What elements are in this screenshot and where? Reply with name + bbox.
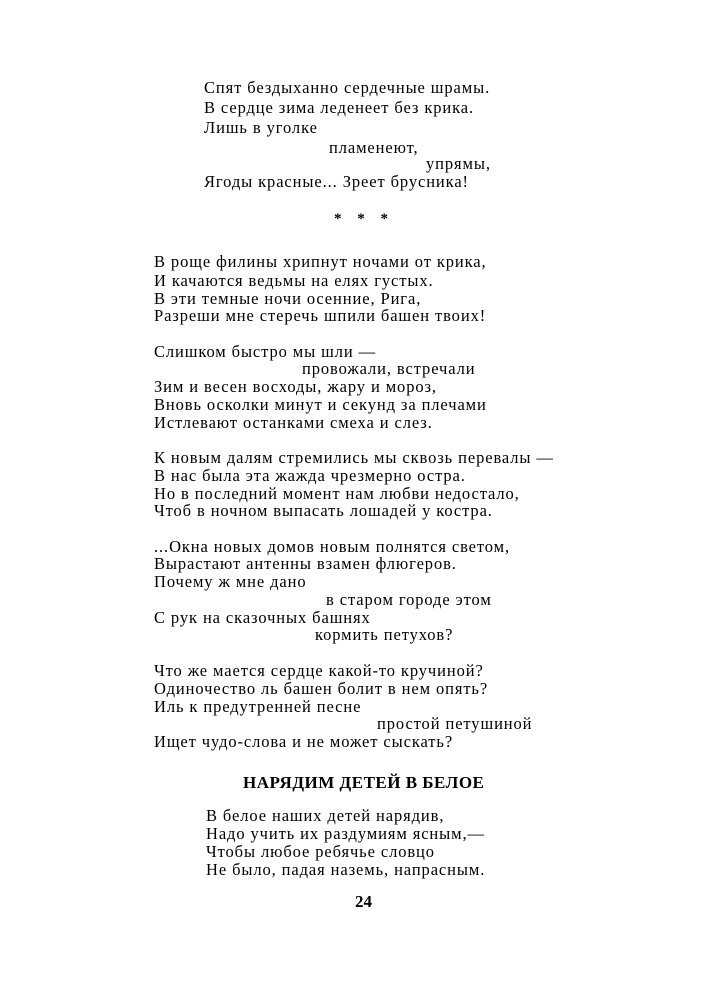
poem2-s2-line-4: Вновь осколки минут и секунд за плечами [154,395,487,414]
poem3-line-3: Чтобы любое ребячье словцо [206,842,435,861]
poem2-s5-line-3: Иль к предутренней песне [154,697,362,716]
poem2-s2-line-2: провожали, встречали [302,359,476,378]
poem2-s2-line-3: Зим и весен восходы, жару и мороз, [154,377,437,396]
poem2-s4-line-1: ...Окна новых домов новым полнятся светом, [154,537,510,556]
poem2-s3-line-3: Но в последний момент нам любви недостало, [154,484,520,503]
poem3-line-1: В белое наших детей нарядив, [206,806,445,825]
poem2-s1-line-2: И качаются ведьмы на елях густых. [154,271,434,290]
poem2-s4-line-4: в старом городе этом [326,590,492,609]
section-separator: * * * [334,211,394,227]
poem2-s5-line-5: Ищет чудо-слова и не может сыскать? [154,732,454,751]
poem1-line-2: В сердце зима леденеет без крика. [204,98,475,117]
poem-title: НАРЯДИМ ДЕТЕЙ В БЕЛОЕ [243,773,485,792]
poem2-s2-line-1: Слишком быстро мы шли — [154,342,377,361]
poem2-s5-line-2: Одиночество ль башен болит в нем опять? [154,679,489,698]
page-number: 24 [355,892,372,911]
poem2-s1-line-3: В эти темные ночи осенние, Рига, [154,289,422,308]
poem2-s3-line-4: Чтоб в ночном выпасать лошадей у костра. [154,501,493,520]
poem1-line-4: пламенеют, [329,138,419,157]
poem2-s1-line-4: Разреши мне стеречь шпили башен твоих! [154,306,487,325]
poem2-s2-line-5: Истлевают останками смеха и слез. [154,413,433,432]
poem2-s4-line-3: Почему ж мне дано [154,572,307,591]
poem1-line-1: Спят бездыханно сердечные шрамы. [204,78,491,97]
poem2-s3-line-1: К новым далям стремились мы сквозь перевалы — [154,448,554,467]
poem1-line-5: упрямы, [426,154,491,173]
poem2-s1-line-1: В роще филины хрипнут ночами от крика, [154,252,487,271]
poem3-line-4: Не было, падая наземь, напрасным. [206,860,486,879]
poem2-s4-line-5: С рук на сказочных башнях [154,608,371,627]
poem1-line-3: Лишь в уголке [204,118,318,137]
poem3-line-2: Надо учить их раздумиям ясным,— [206,824,485,843]
poem2-s4-line-2: Вырастают антенны взамен флюгеров. [154,554,457,573]
poem2-s5-line-4: простой петушиной [377,714,533,733]
poem1-line-6: Ягоды красные... Зреет брусника! [204,172,469,191]
poem2-s5-line-1: Что же мается сердце какой-то кручиной? [154,661,484,680]
poem2-s4-line-6: кормить петухов? [315,625,454,644]
poem2-s3-line-2: В нас была эта жажда чрезмерно остра. [154,466,466,485]
